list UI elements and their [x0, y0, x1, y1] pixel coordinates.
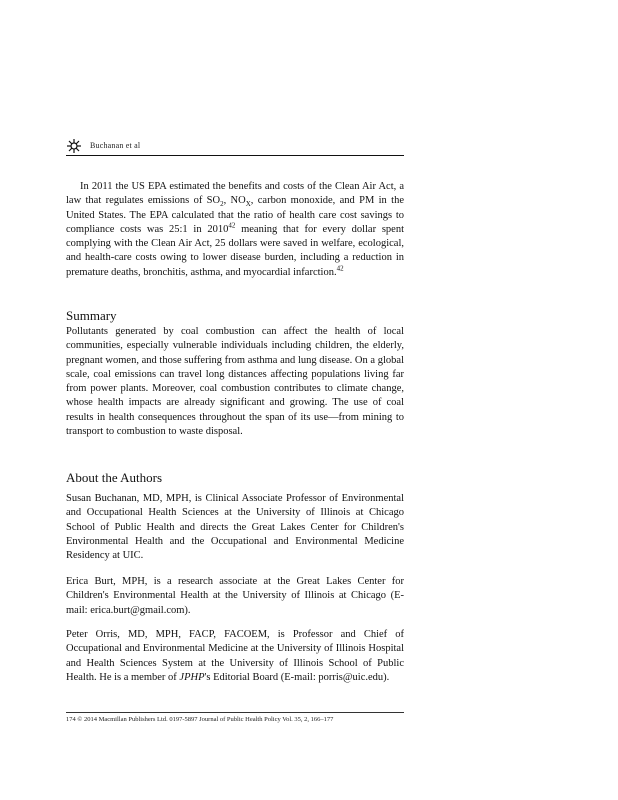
page-footer: 174 © 2014 Macmillan Publishers Ltd. 0197-5897 Journal of Public Health Policy Vol. 35, 2, 166–177 — [66, 716, 334, 723]
journal-name: JPHP — [179, 671, 205, 683]
author-bio-buchanan: Susan Buchanan, MD, MPH, is Clinical Associate Professor of Environmental and Occupational Health Sciences at the University of Illinois at Chicago School of Public Health and directs the Great Lakes Center for Children's Environmental Health and the Occupational and Environmental Medicine Residency at UIC. — [66, 493, 404, 562]
summary-paragraph: Pollutants generated by coal combustion can affect the health of local communities, especially vulnerable individuals including children, the elderly, pregnant women, and those suffering from asthma and lung disease. On a global scale, coal emissions can travel long distances affecting populations living far from power plants. Moreover, coal combustion contributes to climate change, whose health impacts are already significant and growing. The use of coal results in health consequences throughout the span of its use—from mining to transport to combustion to waste disposal. — [66, 326, 404, 438]
header-rule — [66, 155, 404, 156]
footer-rule — [66, 712, 404, 713]
header-authors: Buchanan et al — [90, 141, 141, 150]
summary-heading: Summary — [66, 308, 117, 323]
about-authors-heading: About the Authors — [66, 470, 163, 485]
running-header — [66, 138, 404, 158]
intro-paragraph: In 2011 the US EPA estimated the benefits and costs of the Clean Air Act, a law that regulates emissions of $SO_2$, $NO_X$, carbon monoxide, and PM in the United States. The EPA calculated that the ratio of health care cost savings to compliance costs was 25:1 in 2010$^{42}$ meaning that for every dollar spent complying with the Clean Air Act, 25 dollars were saved in welfare, ecological, and health-care costs owing to lower disease burden, including a reduction in premature deaths, bronchitis, asthma, and myocardial infarction.$^{42}$ — [66, 181, 404, 278]
author-bio-orris: Peter Orris, MD, MPH, FACP, FACOEM, is Professor and Chief of Occupational and Environmental Medicine at the University of Illinois Hospital and Health Sciences System at the University of Illinois School of Public Health. He is a member of JPHP's Editorial Board (E-mail: porris@uic.edu). — [66, 629, 404, 683]
journal-logo-icon — [66, 138, 82, 154]
author-bio-burt: Erica Burt, MPH, is a research associate at the Great Lakes Center for Children's Environmental Health at the University of Illinois at Chicago (E-mail: erica.burt@gmail.com). — [66, 576, 404, 616]
